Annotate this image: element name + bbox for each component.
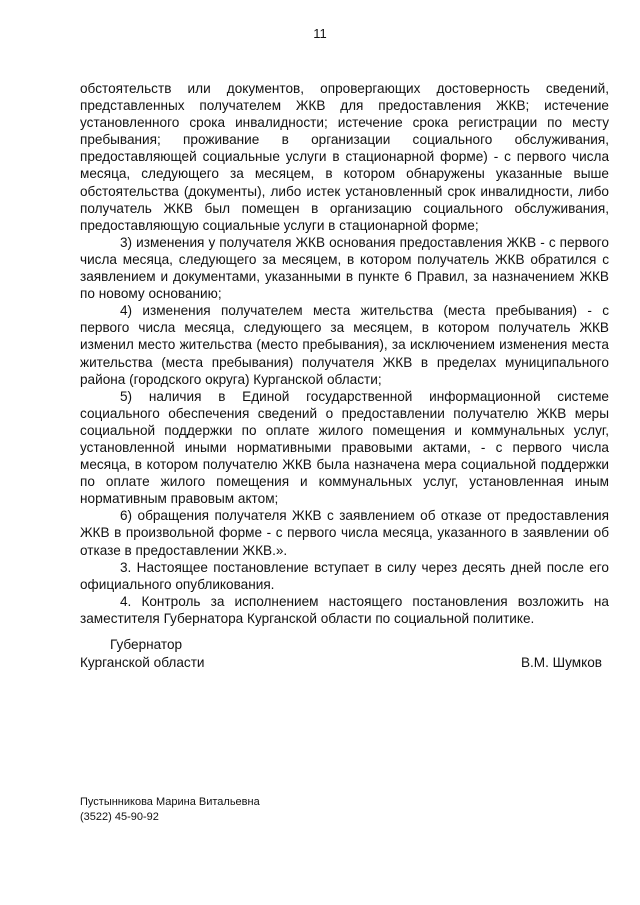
executor-name: Пустынникова Марина Витальевна (80, 796, 260, 808)
signature-row (80, 654, 602, 672)
paragraph-clause-4: 4. Контроль за исполнением настоящего постановления возложить на заместителя Губернатора Курганской области по социальной политике. (80, 593, 609, 626)
paragraph-clause-3: 3. Настоящее постановление вступает в силу через десять дней после его официального опубликования. (80, 559, 609, 592)
signature-block (80, 636, 602, 672)
signatory-name: В.М. Шумков (520, 655, 602, 670)
page-number: 11 (313, 26, 327, 41)
paragraph-item-4: 4) изменения получателем места жительства (места пребывания) - с первого числа месяца, следующего за месяцем, в котором получатель ЖКВ изменил место жительства (место пребывания), за исключением изменения места жительства (места пребывания) получателя ЖКВ в пределах муниципального района (городского округа) Курганской области; (80, 303, 609, 387)
paragraph-item-5: 5) наличия в Единой государственной информационной системе социального обеспечения сведений о предоставлении получателю ЖКВ меры социальной поддержки по оплате жилого помещения и коммунальных услуг, установленной иными нормативными правовыми актами, - с первого числа месяца, в котором получателю ЖКВ была назначена мера социальной поддержки по оплате жилого помещения и коммунальных услуг, установленная иным нормативным правовым актом; (80, 388, 609, 507)
executor-block (80, 795, 260, 825)
paragraph-item-3: 3) изменения у получателя ЖКВ основания предоставления ЖКВ - с первого числа месяца, следующего за месяцем, в котором получатель ЖКВ обратился с заявлением и документами, указанными в пункте 6 Правил, за назначением ЖКВ по новому основанию; (80, 234, 609, 302)
paragraph-continuation: обстоятельств или документов, опровергающих достоверность сведений, представленных получателем ЖКВ для предоставления ЖКВ; истечение установленного срока инвалидности; истечение срока регистрации по месту пребывания; проживание в организации социального обслуживания, предоставляющей социальные услуги в стационарной форме) - с первого числа месяца, следующего за месяцем, в котором обнаружены указанные выше обстоятельства (документы), либо истек установленный срок инвалидности, либо получатель ЖКВ был помещен в организацию социального обслуживания, предоставляющую социальные услуги в стационарной форме; (80, 81, 609, 233)
executor-phone: (3522) 45-90-92 (80, 811, 159, 823)
signatory-position-line2: Курганской области (80, 655, 205, 670)
paragraph-item-6: 6) обращения получателя ЖКВ с заявлением об отказе от предоставления ЖКВ в произвольной форме - с первого числа месяца, указанного в заявлении об отказе в предоставлении ЖКВ.». (80, 508, 609, 558)
signatory-position-line1: Губернатор (110, 637, 183, 652)
document-body (80, 80, 609, 627)
